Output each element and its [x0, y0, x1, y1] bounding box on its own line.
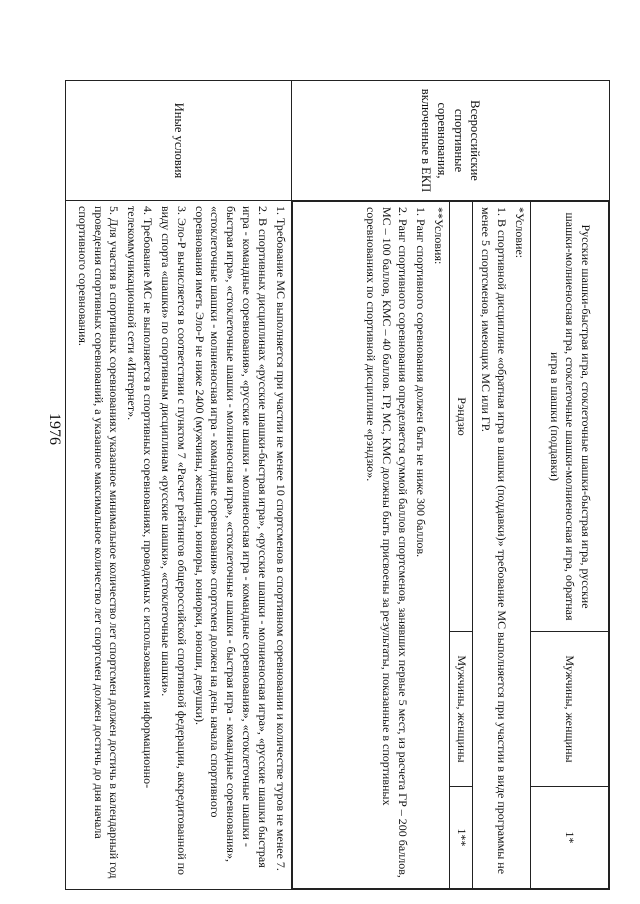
note-double-item: 2. Ранг спортивного соревнования определяется суммой баллов спортсменов, занявших первые 5 мест, из расчета ГР – 200 баллов, МС – 100 баллов, КМС – 40 баллов. ГР, МС, КМС должны быть присвоены за результаты, показанные в спортивных соревнованиях по спортивной дисциплине «рэндзю».	[364, 207, 411, 878]
renju-discipline: Рэндзю	[449, 202, 472, 632]
requirements-table	[65, 80, 610, 890]
renju-place: 1**	[449, 787, 472, 889]
events-inner-table	[292, 201, 609, 889]
other-conditions-cell	[66, 201, 292, 890]
note-single-text: 1. В спортивной дисциплине «обратная игра в шашки (поддавки)» требование МС выполняется при участии в виде программы не менее 5 спортсменов, имеющих МС или ГР.	[479, 207, 510, 875]
page-number: 1976	[46, 413, 63, 445]
other-item: 5. Для участия в спортивных соревнованиях указанное минимальное количество лет спортсмен должен достичь в календарный год проведения спортивных соревнований, а указанное максимальное количество лет спортсмен должен достичь до дня начала спортивного соревнования.	[75, 206, 122, 879]
participants-cell: Мужчины, женщины	[531, 632, 609, 787]
note-double-cell	[292, 202, 449, 889]
note-double-item: 1. Ранг спортивного соревнования должен быть не ниже 300 баллов.	[413, 207, 428, 558]
other-item: 3. Эло-Р вычисляется в соответствии с пунктом 7 «Расчет рейтингов общероссийской спортивной федерации, аккредитованной по виду спорта «шашки» по спортивным дисциплинам «русские шашки», «стоклеточные шашки».	[158, 206, 189, 876]
discipline-cell: Русские шашки-быстрая игра, стоклеточные шашки-быстрая игра, русские шашки-молниеносная игра, стоклеточные шашки-молниеносная игра, обратная игра в шашки (поддавки)	[531, 202, 609, 632]
other-label: Иные условия	[66, 81, 292, 201]
renju-participants: Мужчины, женщины	[449, 632, 472, 787]
events-label: Всероссийские спортивные соревнования, включенные в ЕКП	[291, 81, 609, 201]
events-cell	[291, 201, 609, 890]
note-single-heading: *Условие:	[513, 207, 527, 259]
other-item: 1. Требование МС выполняется при участии не менее 10 спортсменов в спортивном соревновании и количестве туров не менее 7.	[273, 206, 288, 871]
other-item: 4. Требование МС не выполняется в спортивных соревнованиях, проводимых с использованием информационно-телекоммуникационной сети «Интернет».	[125, 206, 156, 789]
note-double-heading: **Условия:	[431, 207, 446, 265]
rotated-table-page	[65, 80, 610, 890]
place-cell: 1*	[531, 787, 609, 889]
note-single-cell	[472, 202, 530, 889]
other-item: 2. В спортивных дисциплинах «русские шашки-быстрая игра», «русские шашки - молниеносная игра», «русские шашки быстрая игра - командные соревнования», «русские шашки - молниеносная игра - командные соревнования», «стоклеточные шашки - быстрая игра», «стоклеточные шашки - молниеносная игра», «стоклеточные шашки - быстрая игра - командные соревнования», «стоклеточные шашки - молниеносная игра - командные соревнования» спортсмен должен на день начала спортивного соревнования иметь Эло-Р не ниже 2400 (мужчины, женщины, юниоры, юниорки, юноши, девушки).	[192, 206, 270, 868]
